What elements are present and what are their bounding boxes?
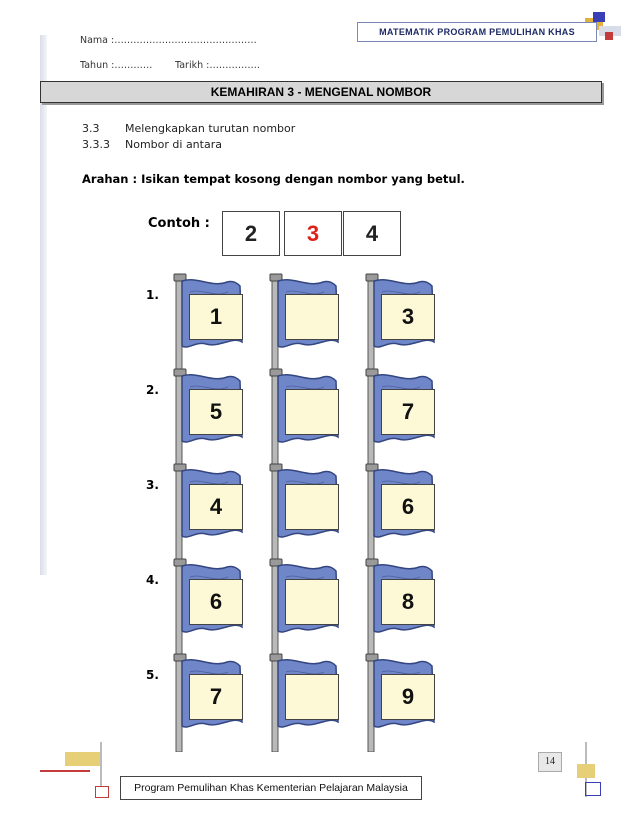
example-box-right: 4 [343, 211, 401, 256]
topic-text-2: Nombor di antara [125, 138, 222, 151]
question-number: 2. [146, 383, 159, 397]
topic-text-1: Melengkapkan turutan nombor [125, 122, 296, 135]
example-box-left: 2 [222, 211, 280, 256]
number-box: 6 [189, 579, 243, 625]
sidebar-decoration [40, 35, 47, 575]
topic-code-2: 3.3.3 [82, 138, 110, 151]
example-label: Contoh : [148, 216, 210, 231]
program-banner: MATEMATIK PROGRAM PEMULIHAN KHAS [357, 22, 597, 42]
question-number: 4. [146, 573, 159, 587]
topic-code-1: 3.3 [82, 122, 100, 135]
footer-text: Program Pemulihan Khas Kementerian Pelajaran Malaysia [120, 776, 422, 800]
corner-decoration-bottom-left [40, 742, 120, 802]
answer-box[interactable] [285, 294, 339, 340]
question-number: 3. [146, 478, 159, 492]
answer-box[interactable] [285, 389, 339, 435]
answer-box[interactable] [285, 484, 339, 530]
nama-field[interactable]: Nama :……………………………………… [80, 35, 257, 46]
instruction-text: Arahan : Isikan tempat kosong dengan nombor yang betul. [82, 172, 465, 186]
question-number: 1. [146, 288, 159, 302]
number-box: 7 [381, 389, 435, 435]
answer-box[interactable] [285, 674, 339, 720]
number-box: 5 [189, 389, 243, 435]
example-box-middle: 3 [284, 211, 342, 256]
number-box: 6 [381, 484, 435, 530]
number-box: 1 [189, 294, 243, 340]
question-number: 5. [146, 668, 159, 682]
corner-decoration-bottom-right [555, 742, 605, 802]
number-box: 4 [189, 484, 243, 530]
number-box: 7 [189, 674, 243, 720]
number-box: 9 [381, 674, 435, 720]
number-box: 3 [381, 294, 435, 340]
answer-box[interactable] [285, 579, 339, 625]
tarikh-field[interactable]: Tarikh :……………. [175, 60, 260, 71]
page-number: 14 [538, 752, 562, 772]
page-title: KEMAHIRAN 3 - MENGENAL NOMBOR [40, 81, 602, 103]
tahun-field[interactable]: Tahun :………… [80, 60, 153, 71]
number-box: 8 [381, 579, 435, 625]
